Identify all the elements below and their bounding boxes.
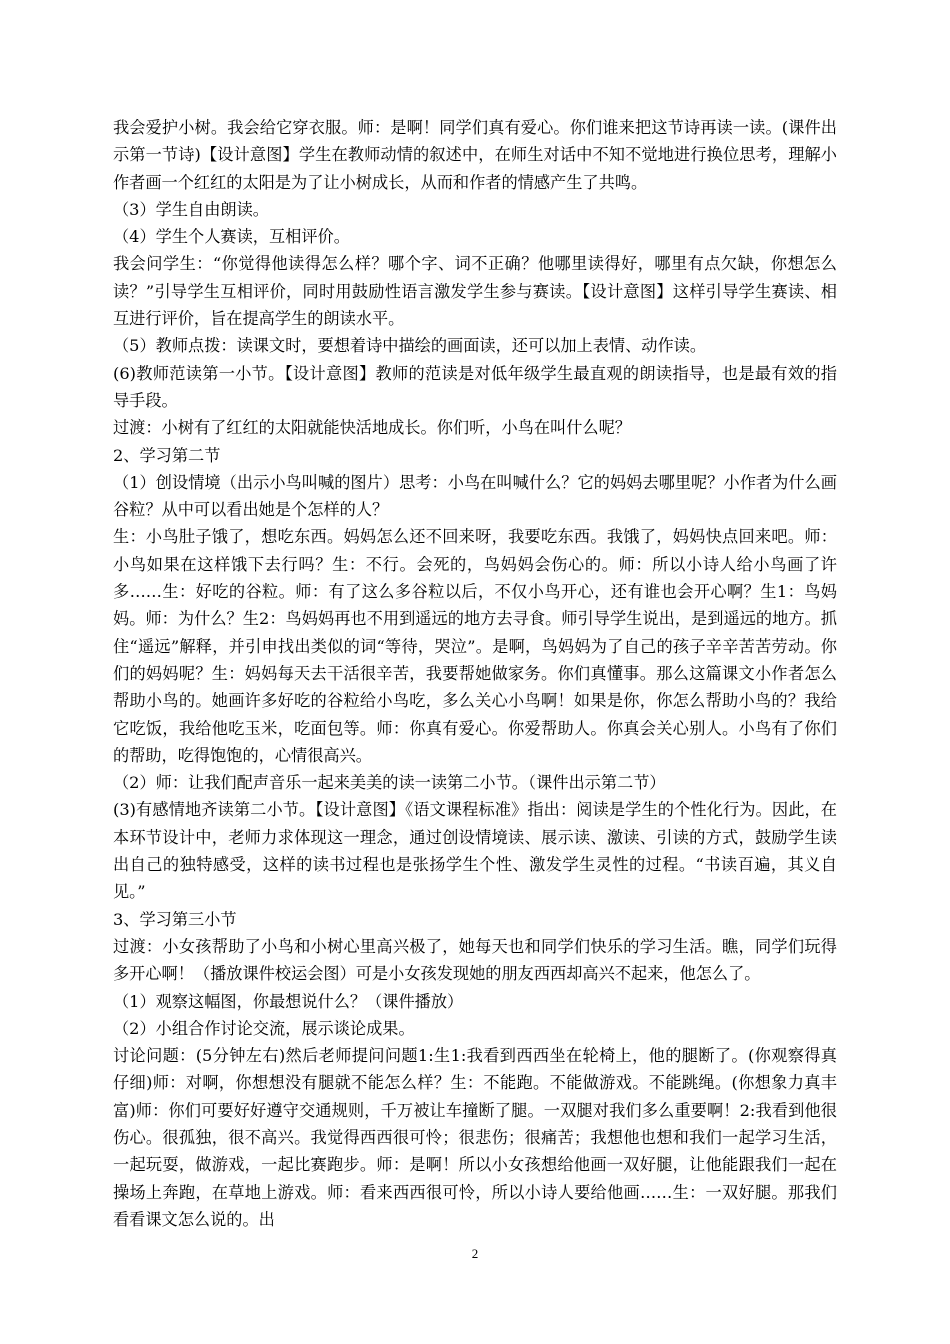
body-text <box>113 114 837 1233</box>
paragraph: （1）观察这幅图，你最想说什么？（课件播放） <box>113 991 464 1011</box>
paragraph: 过渡：小树有了红红的太阳就能快活地成长。你们听，小鸟在叫什么呢？ <box>113 418 631 438</box>
paragraph: （1）创设情境（出示小鸟叫喊的图片）思考：小鸟在叫喊什么？它的妈妈去哪里呢？小作者为什么画谷粒？从中可以看出她是个怎样的人？ <box>113 472 837 520</box>
paragraph: 讨论问题：(5分钟左右)然后老师提问问题1:生1:我看到西西坐在轮椅上，他的腿断了。(你观察得真仔细)师：对啊，你想想没有腿就不能怎么样？生：不能跑。不能做游戏。不能跳绳。(你想象力真丰富)师：你们可要好好遵守交通规则，千万被让车撞断了腿。一双腿对我们多么重要啊！2:我看到他很伤心。很孤独，很不高兴。我觉得西西很可怜；很悲伤；很痛苦；我想他也想和我们一起学习生活，一起玩耍，做游戏，一起比赛跑步。师：是啊！所以小女孩想给他画一双好腿，让他能跟我们一起在操场上奔跑，在草地上游戏。师：看来西西很可怜，所以小诗人要给他画……生：一双好腿。那我们看看课文怎么说的。出 <box>113 1046 837 1229</box>
paragraph: （2）小组合作讨论交流，展示谈论成果。 <box>113 1018 415 1038</box>
page-number: 2 <box>471 1246 479 1261</box>
paragraph: 我会问学生：“你觉得他读得怎么样？哪个字、词不正确？他哪里读得好，哪里有点欠缺，你想怎么读？”引导学生互相评价，同时用鼓励性语言激发学生参与赛读。【设计意图】这样引导学生赛读、相互进行评价，旨在提高学生的朗读水平。 <box>113 254 837 329</box>
paragraph: 我会爱护小树。我会给它穿衣服。师：是啊！同学们真有爱心。你们谁来把这节诗再读一读。(课件出示第一节诗)【设计意图】学生在教师动情的叙述中，在师生对话中不知不觉地进行换位思考，理解小作者画一个红红的太阳是为了让小树成长，从而和作者的情感产生了共鸣。 <box>113 118 837 192</box>
paragraph: （4）学生个人赛读，互相评价。 <box>113 227 350 247</box>
section-heading: 2、学习第二节 <box>113 445 221 465</box>
paragraph: （2）师：让我们配声音乐一起来美美的读一读第二小节。（课件出示第二节） <box>113 773 666 793</box>
paragraph: 过渡：小女孩帮助了小鸟和小树心里高兴极了，她每天也和同学们快乐的学习生活。瞧，同学们玩得多开心啊！（播放课件校运会图）可是小女孩发现她的朋友西西却高兴不起来，他怎么了。 <box>113 936 837 984</box>
paragraph: (3)有感情地齐读第二小节。【设计意图】《语文课程标准》指出：阅读是学生的个性化行为。因此，在本环节设计中，老师力求体现这一理念，通过创设情境读、展示读、激读、引读的方式，鼓励学生读出自己的独特感受，这样的读书过程也是张扬学生个性、激发学生灵性的过程。“书读百遍，其义自见。” <box>113 800 837 902</box>
section-heading: 3、学习第三小节 <box>113 909 237 929</box>
paragraph: （3）学生自由朗读。 <box>113 199 269 219</box>
paragraph: （5）教师点拨：读课文时，要想着诗中描绘的画面读，还可以加上表情、动作读。 <box>113 336 707 356</box>
paragraph: (6)教师范读第一小节。【设计意图】教师的范读是对低年级学生最直观的朗读指导，也是最有效的指导手段。 <box>113 363 837 410</box>
paragraph: 生：小鸟肚子饿了，想吃东西。妈妈怎么还不回来呀，我要吃东西。我饿了，妈妈快点回来吧。师：小鸟如果在这样饿下去行吗？生：不行。会死的，鸟妈妈会伤心的。师：所以小诗人给小鸟画了许多……生：好吃的谷粒。师：有了这么多谷粒以后，不仅小鸟开心，还有谁也会开心啊？生1：鸟妈妈。师：为什么？生2：鸟妈妈再也不用到遥远的地方去寻食。师引导学生说出，是到遥远的地方。抓住“遥远”解释，并引申找出类似的词“等待，哭泣”。是啊，鸟妈妈为了自己的孩子辛辛苦苦劳动。你们的妈妈呢？生：妈妈每天去干活很辛苦，我要帮她做家务。你们真懂事。那么这篇课文小作者怎么帮助小鸟的。她画许多好吃的谷粒给小鸟吃，多么关心小鸟啊！如果是你，你怎么帮助小鸟的？我给它吃饭，我给他吃玉米，吃面包等。师：你真有爱心。你爱帮助人。你真会关心别人。小鸟有了你们的帮助，吃得饱饱的，心情很高兴。 <box>113 527 837 765</box>
